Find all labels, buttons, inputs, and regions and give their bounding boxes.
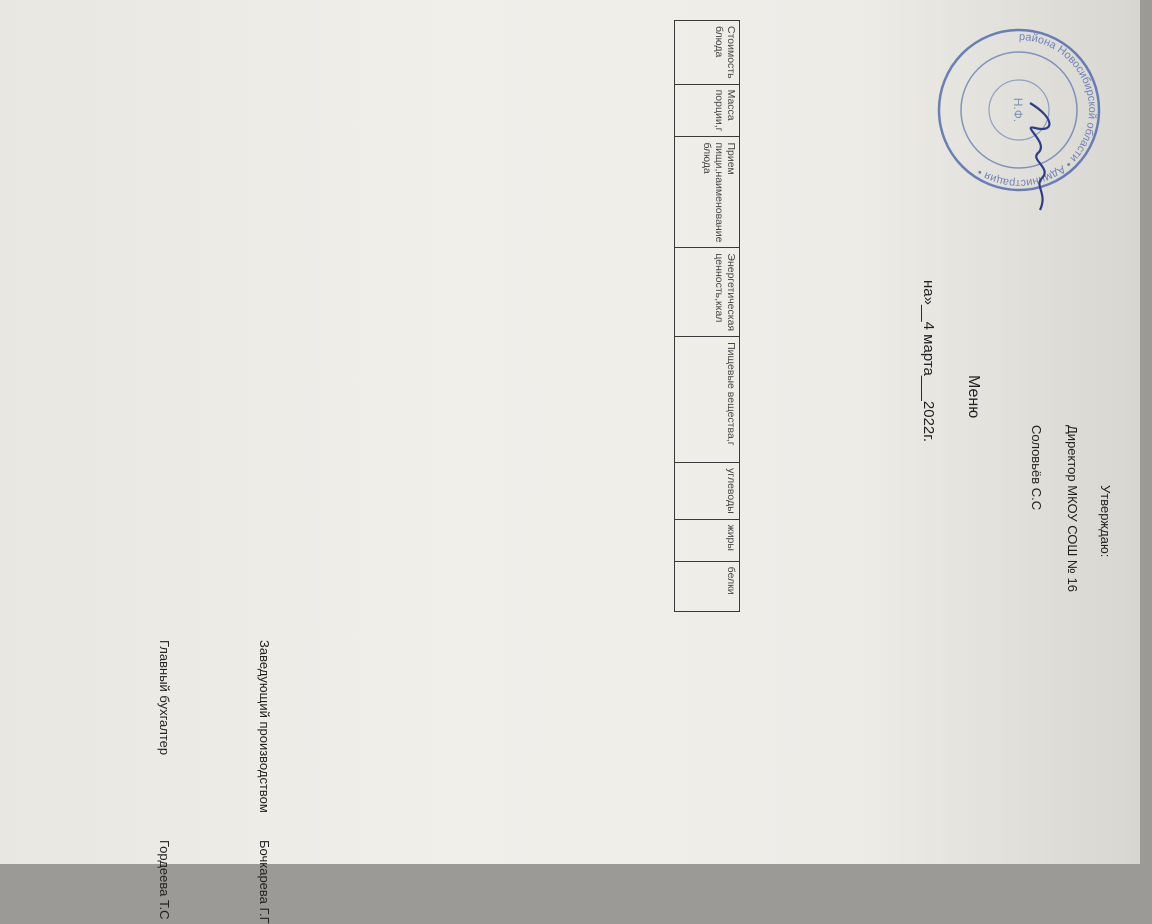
header-carbs: углеводы: [675, 463, 740, 520]
accountant-name: Гордеева Т.С: [157, 840, 172, 920]
header-meal: Прием пищи,наименование блюда: [675, 137, 740, 248]
approval-label: Утверждаю:: [1098, 485, 1113, 558]
director-signature: [1010, 98, 1060, 218]
header-nutrients: Пищевые вещества,г: [675, 337, 740, 463]
stamp-center-text: Н.Ф.: [1011, 97, 1025, 123]
approval-name: Соловьёв С.С: [1029, 425, 1044, 511]
approval-director: Директор МКОУ СОШ № 16: [1065, 425, 1080, 592]
manager-name: Бочкарева Г.Г: [257, 840, 272, 924]
header-protein: белки: [675, 561, 740, 611]
manager-label: Заведующий производством: [257, 640, 272, 813]
menu-table: [674, 20, 740, 612]
header-fat: жиры: [675, 519, 740, 561]
menu-date-line: на»__4 марта___2022г.: [920, 280, 937, 443]
menu-title: Меню: [965, 375, 982, 419]
header-mass: Масса порции,г: [675, 84, 740, 137]
accountant-label: Главный бухгалтер: [157, 640, 172, 756]
rotated-document-page: [2, 0, 1122, 924]
header-cost: Стоимость блюда: [675, 21, 740, 85]
header-energy: Энергетическая ценность,ккал: [675, 248, 740, 337]
stamp-text: района Новосибирской области • Администрация •: [975, 30, 1099, 190]
